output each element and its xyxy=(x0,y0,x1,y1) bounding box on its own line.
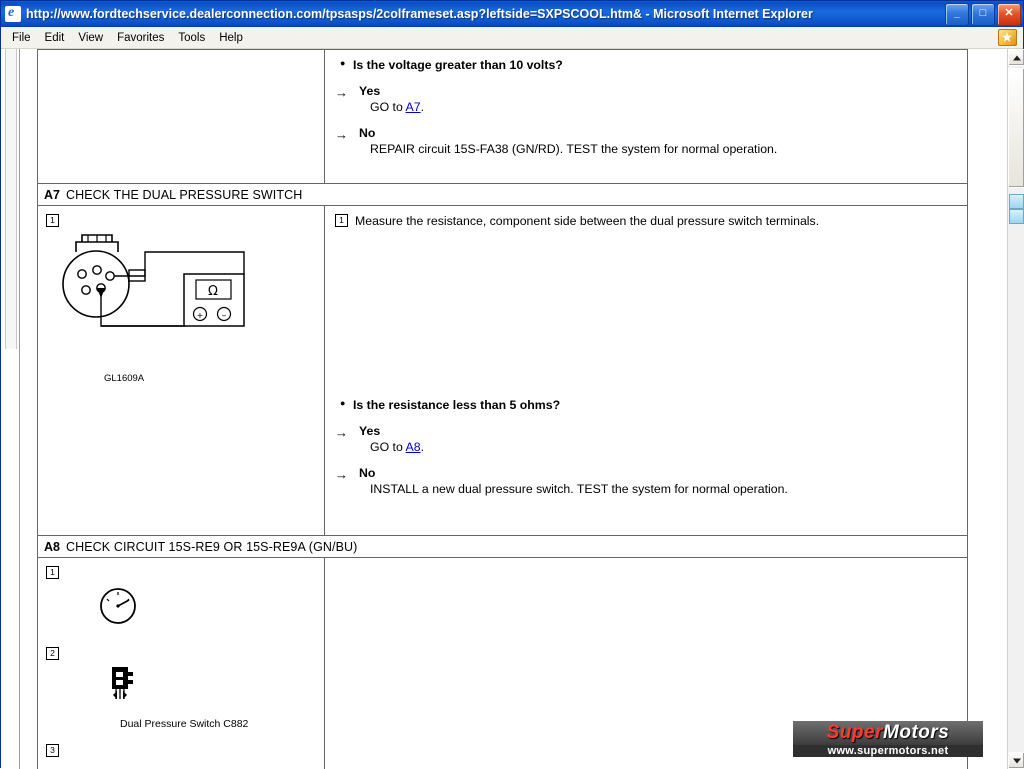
instruction-text: Measure the resistance, component side between the dual pressure switch terminals. xyxy=(355,214,820,228)
watermark-title xyxy=(793,721,983,745)
svg-text:+: + xyxy=(196,311,204,320)
section-title: CHECK THE DUAL PRESSURE SWITCH xyxy=(65,187,303,202)
watermark-url: www.supermotors.net xyxy=(793,745,983,757)
figure-id: GL1609A xyxy=(104,373,145,384)
section-code: A7 xyxy=(44,187,60,202)
scrollbar-track[interactable] xyxy=(1008,66,1024,752)
answer-text-before: GO to xyxy=(370,440,406,454)
section-row-partial xyxy=(37,49,968,184)
left-gutter xyxy=(20,49,37,769)
ie-icon xyxy=(5,6,21,22)
step-number: 1 xyxy=(46,566,59,579)
section-partial-right-cell xyxy=(324,49,968,184)
answer-text xyxy=(370,440,957,454)
svg-text:–: – xyxy=(221,311,227,321)
step-number: 3 xyxy=(46,744,59,757)
window-controls xyxy=(945,3,1021,26)
step-2-row xyxy=(46,647,318,661)
answer-text-after: . xyxy=(420,100,425,114)
title-bar xyxy=(1,1,1023,27)
document-frame xyxy=(37,49,1007,769)
connector-ohmmeter-diagram xyxy=(46,226,276,356)
question-text: ● Is the resistance less than 5 ohms? xyxy=(353,398,957,412)
instruction-row xyxy=(335,214,957,228)
connector-icon xyxy=(100,665,318,708)
maximize-button[interactable] xyxy=(971,3,995,26)
answer-text-before: GO to xyxy=(370,100,406,114)
menu-view[interactable]: View xyxy=(78,31,104,44)
watermark-title-b: Motors xyxy=(883,722,950,743)
step-3-row xyxy=(46,744,318,758)
svg-text:Ω: Ω xyxy=(208,284,218,299)
section-partial-left-cell xyxy=(37,49,324,184)
answer-text: INSTALL a new dual pressure switch. TEST the system for normal operation. xyxy=(370,482,788,496)
scroll-down-button[interactable] xyxy=(1008,752,1024,769)
question-text: ● Is the voltage greater than 10 volts? xyxy=(353,58,957,72)
menu-tools[interactable]: Tools xyxy=(178,31,206,44)
section-title: CHECK CIRCUIT 15S-RE9 OR 15S-RE9A (GN/BU) xyxy=(65,539,358,554)
section-header-a7 xyxy=(37,184,968,206)
step-number: 2 xyxy=(46,647,59,660)
section-code: A8 xyxy=(44,539,60,554)
section-header-a8 xyxy=(37,536,968,558)
answer-text xyxy=(370,100,957,114)
close-icon: ✕ xyxy=(1004,6,1014,19)
maximize-icon: □ xyxy=(979,6,987,19)
section-row-a7 xyxy=(37,206,968,536)
menu-favorites[interactable]: Favorites xyxy=(117,31,165,44)
section-a8-left-cell xyxy=(37,558,324,769)
scroll-marker-1[interactable] xyxy=(1009,194,1024,209)
arrow-icon: → xyxy=(335,467,348,482)
watermark-title-a: Super xyxy=(826,722,884,743)
chevron-down-icon xyxy=(1013,758,1021,763)
watermark xyxy=(793,721,983,757)
arrow-icon: → xyxy=(335,425,348,440)
answer-text: REPAIR circuit 15S-FA38 (GN/RD). TEST the system for normal operation. xyxy=(370,142,778,156)
arrow-icon: → xyxy=(335,127,348,142)
close-button[interactable] xyxy=(997,3,1021,26)
wiring-figure-a7 xyxy=(46,226,318,359)
answer-no xyxy=(335,466,957,496)
diagnostic-table xyxy=(37,49,968,769)
minimize-icon: _ xyxy=(953,6,961,19)
answer-no xyxy=(335,126,957,156)
answer-label: No xyxy=(359,126,376,140)
figure-caption: Dual Pressure Switch C882 xyxy=(120,718,249,730)
answer-yes xyxy=(335,84,957,114)
answer-label: No xyxy=(359,466,376,480)
menu-help[interactable]: Help xyxy=(219,31,243,44)
minimize-button[interactable] xyxy=(945,3,969,26)
answer-text-after: . xyxy=(420,440,425,454)
link-a8[interactable]: A8 xyxy=(405,440,421,454)
menu-file[interactable]: File xyxy=(12,31,31,44)
vertical-scrollbar[interactable] xyxy=(1007,49,1024,769)
section-a7-left-cell xyxy=(37,206,324,536)
link-a7[interactable]: A7 xyxy=(405,100,421,114)
scroll-marker-2[interactable] xyxy=(1009,209,1024,224)
section-a7-right-cell xyxy=(324,206,968,536)
window-title: http://www.fordtechservice.dealerconnection.com/tpsasps/2colframeset.asp?leftside=SXPSCOOL.htm& - Microsoft Internet Explorer xyxy=(26,7,813,21)
menu-edit[interactable]: Edit xyxy=(44,31,65,44)
scroll-up-button[interactable] xyxy=(1008,49,1024,66)
step-number: 1 xyxy=(335,214,348,227)
answer-label: Yes xyxy=(359,84,381,98)
left-frame-strip xyxy=(1,49,20,769)
content-area xyxy=(1,49,1024,769)
left-frame-scrollbar[interactable] xyxy=(5,49,17,349)
answer-label: Yes xyxy=(359,424,381,438)
scrollbar-thumb[interactable] xyxy=(1008,68,1024,188)
chevron-up-icon xyxy=(1013,55,1021,60)
arrow-icon: → xyxy=(335,85,348,100)
menu-bar xyxy=(1,27,1023,49)
step-number: 1 xyxy=(46,214,59,227)
answer-yes xyxy=(335,424,957,454)
gauge-meter-icon xyxy=(98,586,318,629)
ie-brand-logo xyxy=(998,29,1017,46)
